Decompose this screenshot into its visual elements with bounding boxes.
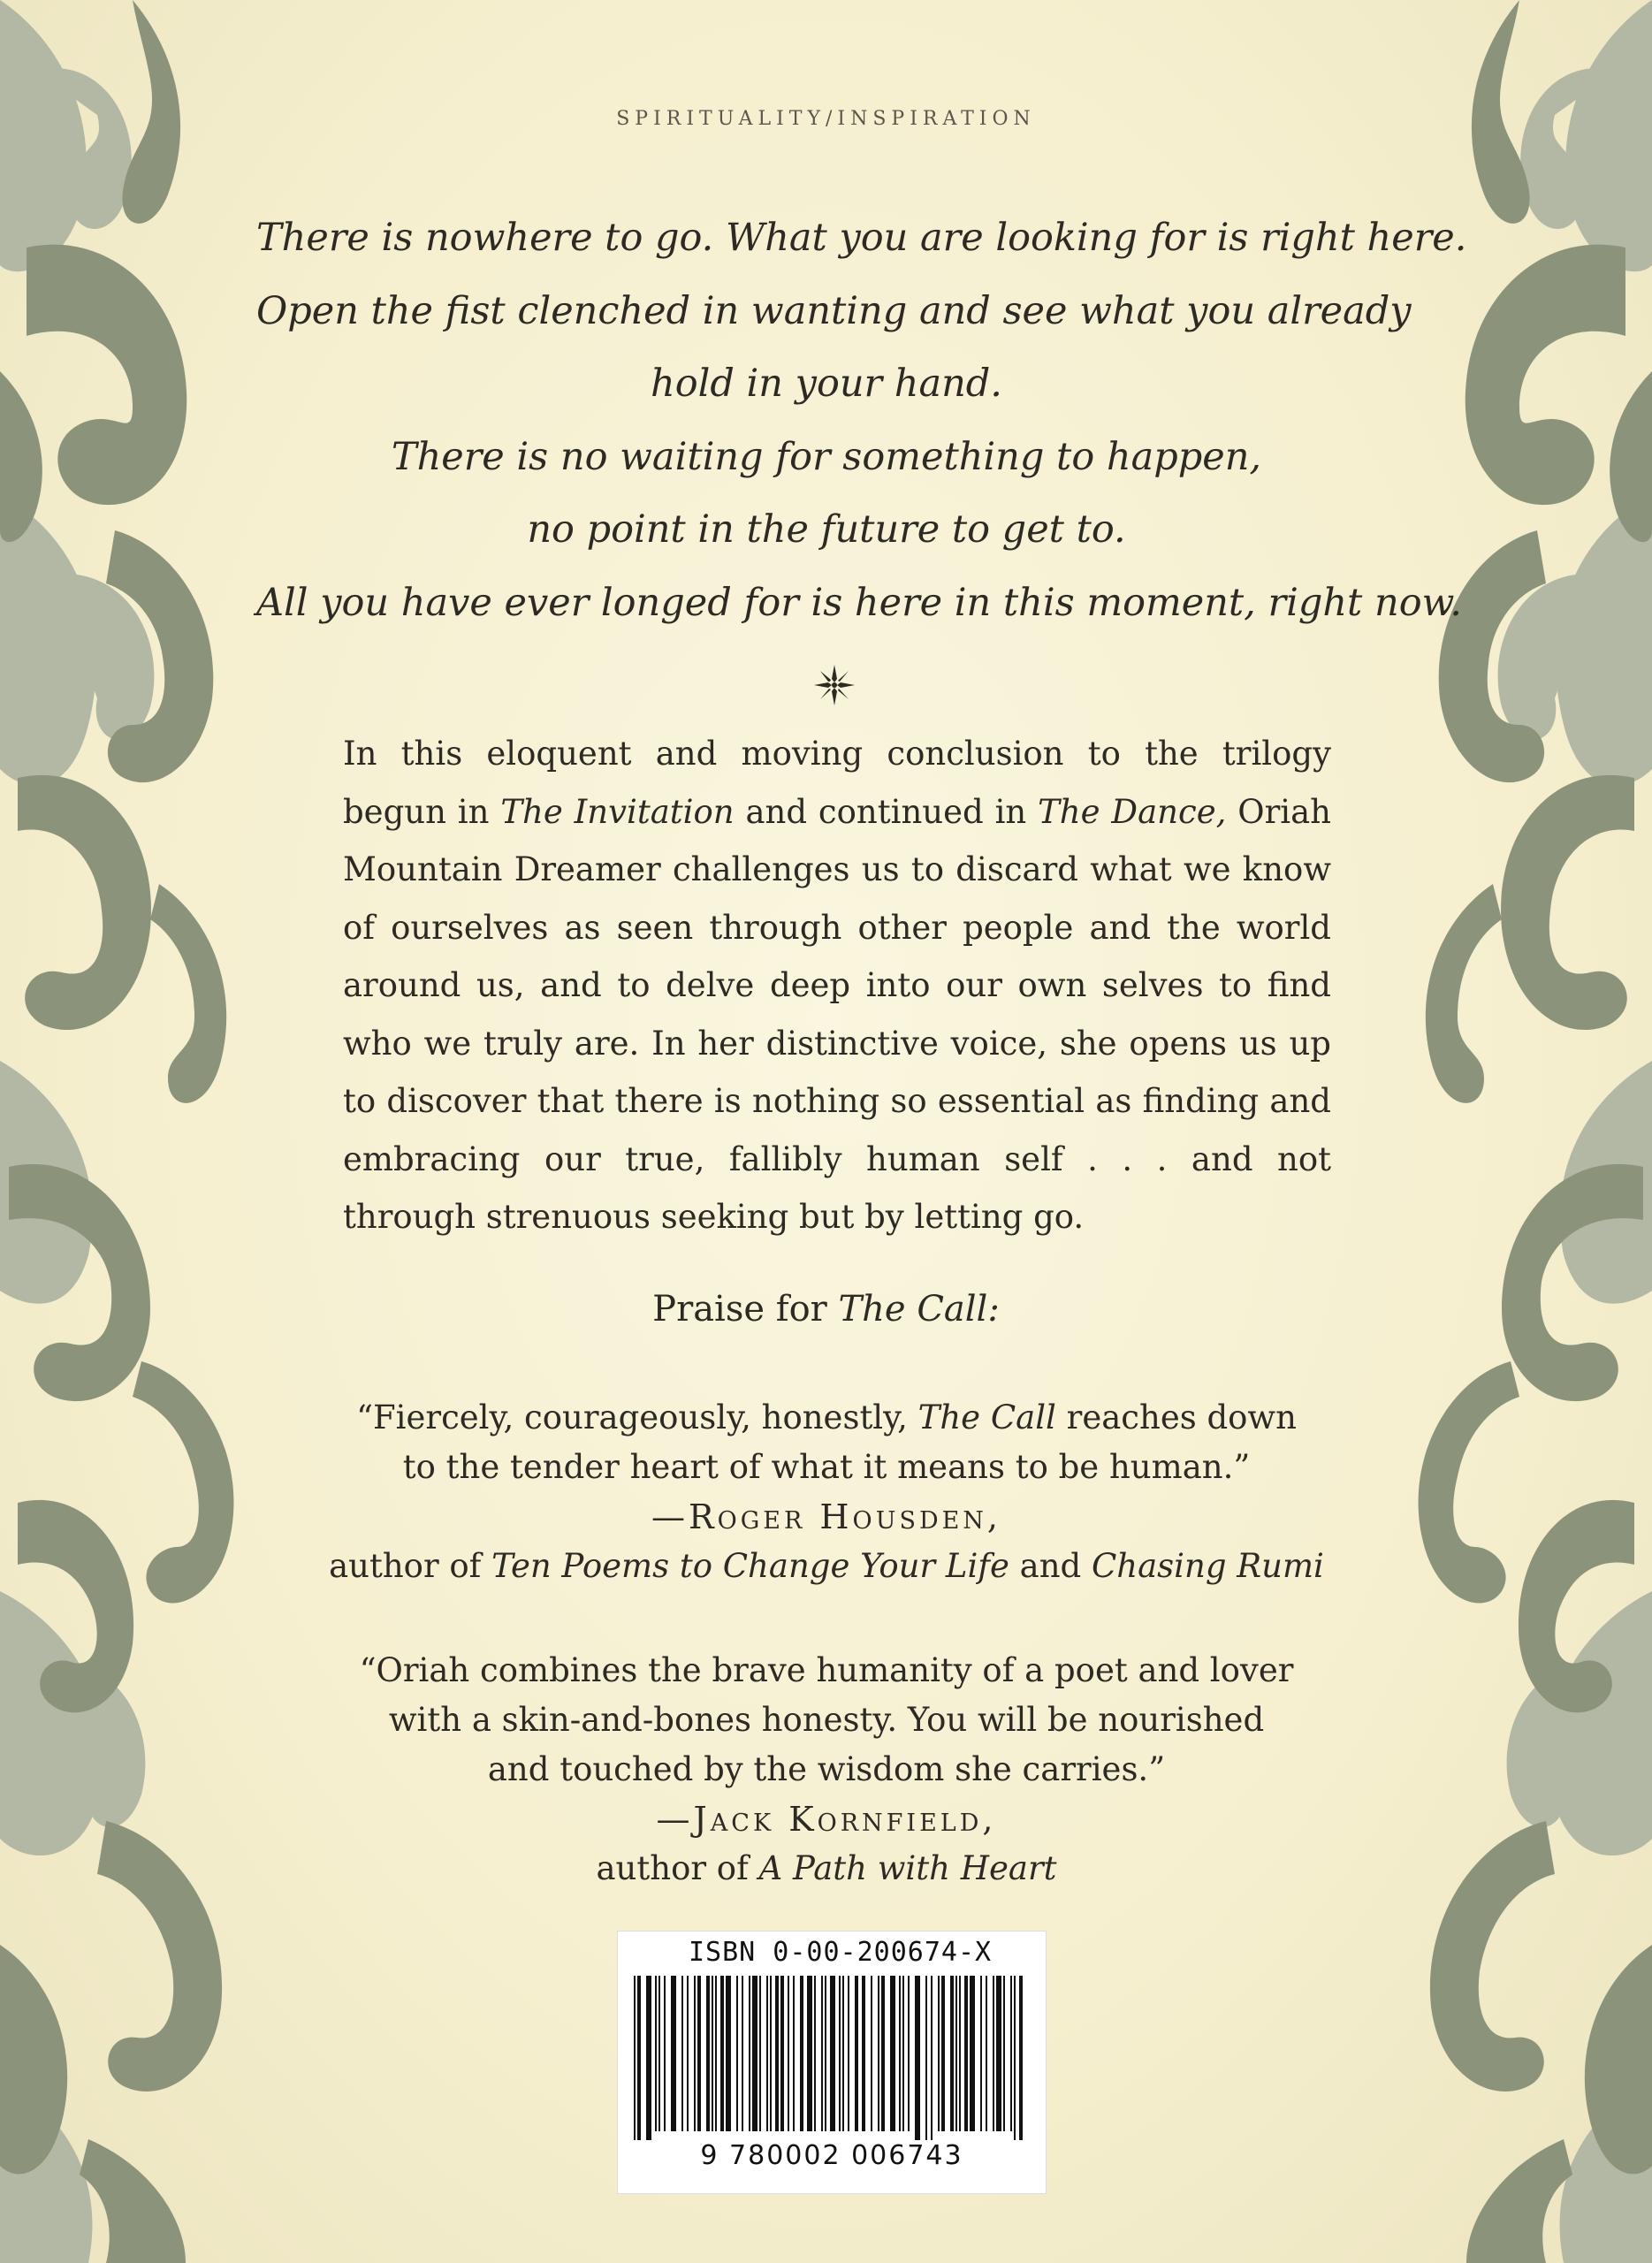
book-title-the-dance: The Dance, <box>1038 792 1227 831</box>
barcode-bar <box>664 1976 666 2131</box>
barcode-bar <box>646 1976 651 2140</box>
barcode-bar <box>915 1976 920 2140</box>
book-title-the-invitation: The Invitation <box>500 792 735 831</box>
isbn-barcode <box>617 1931 1047 2194</box>
book-description <box>343 725 1331 1246</box>
barcode-bar <box>908 1976 910 2131</box>
barcode-bar <box>931 1976 933 2140</box>
barcode-bar <box>842 1976 844 2131</box>
barcode-bar <box>925 1976 927 2140</box>
barcode-bar <box>986 1976 987 2131</box>
barcode-bar <box>687 1976 689 2131</box>
barcode-bar <box>742 1976 743 2131</box>
barcode-bar <box>899 1976 901 2131</box>
barcode-bar <box>902 1976 904 2131</box>
barcode-bar <box>780 1976 784 2131</box>
quote-credit: author of Ten Poems to Change Your Life and Chasing Rumi <box>329 1547 1324 1585</box>
barcode-bars <box>628 1976 1035 2140</box>
poem-line: no point in the future to get to. <box>527 507 1126 552</box>
barcode-bar <box>752 1976 757 2131</box>
praise-heading: Praise for The Call: <box>652 1289 1000 1330</box>
barcode-bar <box>993 1976 994 2131</box>
barcode-bar <box>706 1976 710 2131</box>
barcode-bar <box>800 1976 803 2131</box>
poem-line: There is no waiting for something to happen, <box>391 434 1262 479</box>
barcode-bar <box>681 1976 683 2131</box>
poem-line: hold in your hand. <box>651 362 1002 406</box>
barcode-number: 9 780002 006743 <box>700 2140 963 2171</box>
poem-line: All you have ever longed for is here in this moment, right now. <box>256 580 1462 625</box>
barcode-bar <box>770 1976 772 2131</box>
barcode-bar <box>736 1976 738 2131</box>
barcode-bar <box>1019 1976 1023 2140</box>
barcode-bar <box>788 1976 789 2131</box>
barcode-bar <box>996 1976 1001 2131</box>
barcode-bar <box>715 1976 717 2131</box>
barcode-bar <box>720 1976 724 2131</box>
barcode-bar <box>825 1976 826 2131</box>
barcode-bar <box>807 1976 812 2131</box>
barcode-bar <box>830 1976 835 2131</box>
praise-quote-kornfield <box>256 1646 1397 1893</box>
barcode-bar <box>726 1976 731 2131</box>
barcode-bar <box>814 1976 816 2131</box>
description-line: to discover that there is nothing so essential as finding and <box>343 1082 1331 1120</box>
barcode-bar <box>659 1976 660 2131</box>
barcode-bar <box>1003 1976 1005 2131</box>
barcode-bar <box>964 1976 968 2131</box>
barcode-bar <box>938 1976 940 2131</box>
barcode-bar <box>697 1976 701 2131</box>
barcode-bar <box>890 1976 895 2131</box>
barcode-bar <box>980 1976 982 2131</box>
barcode-bar <box>970 1976 975 2131</box>
barcode-bar <box>634 1976 636 2140</box>
barcode-bar <box>950 1976 954 2131</box>
quote-line: with a skin-and-bones honesty. You will be nourished <box>388 1701 1265 1739</box>
barcode-bar <box>955 1976 957 2131</box>
isbn-label: ISBN 0-00-200674-X <box>689 1937 993 1968</box>
barcode-bar <box>766 1976 768 2131</box>
description-line: of ourselves as seen through other people and the world <box>343 908 1331 947</box>
barcode-bar <box>1014 1976 1016 2140</box>
description-line: through strenuous seeking but by letting go. <box>343 1198 1085 1236</box>
barcode-bar <box>878 1976 879 2131</box>
barcode-bar <box>655 1976 657 2131</box>
barcode-bar <box>862 1976 865 2131</box>
description-line: begun in The Invitation and continued in The Dance, Oriah <box>343 792 1331 831</box>
quote-line: “Fiercely, courageously, honestly, The Call reaches down <box>356 1398 1297 1436</box>
quote-credit: author of A Path with Heart <box>596 1849 1057 1887</box>
barcode-bar <box>671 1976 676 2131</box>
barcode-bar <box>712 1976 713 2131</box>
description-line: In this eloquent and moving conclusion to the trilogy <box>343 735 1331 773</box>
barcode-bar <box>694 1976 696 2131</box>
category-label: SPIRITUALITY/INSPIRATION <box>616 108 1036 130</box>
barcode-bar <box>881 1976 885 2131</box>
barcode-bar <box>871 1976 872 2131</box>
praise-quote-housden <box>256 1393 1397 1591</box>
barcode-bar <box>959 1976 961 2131</box>
barcode-bar <box>793 1976 795 2131</box>
quote-author: —Roger Housden, <box>651 1497 1002 1536</box>
poem-line: Open the fist clenched in wanting and see what you already <box>256 288 1412 333</box>
description-line: embracing our true, fallibly human self . . . and not <box>343 1139 1331 1178</box>
quote-line: to the tender heart of what it means to be human.” <box>402 1448 1251 1486</box>
quote-line: and touched by the wisdom she carries.” <box>487 1750 1166 1788</box>
barcode-bar <box>855 1976 858 2131</box>
barcode-bar <box>848 1976 849 2131</box>
description-line: who we truly are. In her distinctive voice, she opens us up <box>343 1024 1331 1063</box>
quote-author: —Jack Kornfield, <box>656 1800 997 1839</box>
description-line: around us, and to delve deep into our own selves to find <box>343 966 1331 1004</box>
barcode-bar <box>839 1976 841 2131</box>
barcode-bar <box>775 1976 779 2131</box>
quote-line: “Oriah combines the brave humanity of a poet and lover <box>359 1651 1294 1689</box>
eight-point-star-icon <box>812 663 856 707</box>
barcode-bar <box>749 1976 750 2131</box>
barcode-bar <box>759 1976 761 2131</box>
barcode-bar <box>637 1976 641 2140</box>
barcode-bar <box>1010 1976 1012 2131</box>
poem-line: There is nowhere to go. What you are looking for is right here. <box>256 216 1467 260</box>
barcode-bar <box>941 1976 945 2131</box>
barcode-bar <box>821 1976 823 2131</box>
epigraph-poem <box>256 202 1467 639</box>
description-line: Mountain Dreamer challenges us to discard what we know <box>343 850 1331 888</box>
